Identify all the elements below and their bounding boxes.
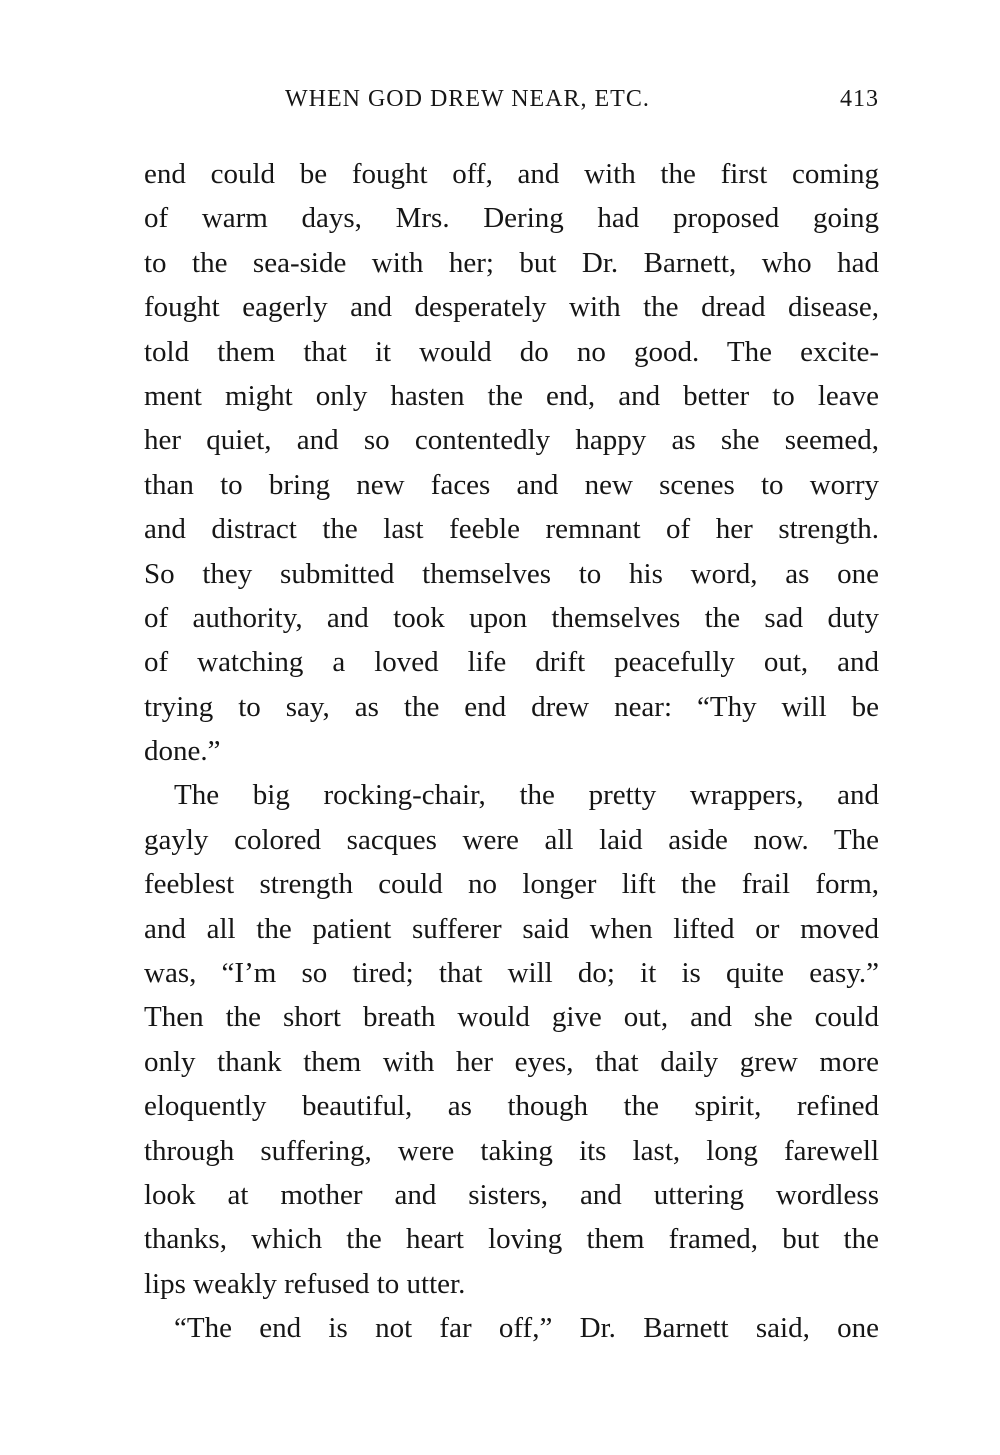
text-line: done.” [144, 735, 221, 768]
text-line: of watching a loved life drift peacefully out, and [144, 646, 879, 679]
text-line: The big rocking-chair, the pretty wrappers, and [174, 779, 879, 812]
text-line: fought eagerly and desperately with the dread disease, [144, 291, 879, 324]
page-number: 413 [840, 86, 879, 112]
text-line: and all the patient sufferer said when lifted or moved [144, 912, 879, 945]
text-line: trying to say, as the end drew near: “Thy will be [144, 690, 879, 723]
running-title: WHEN GOD DREW NEAR, ETC. [285, 86, 650, 112]
text-line: of warm days, Mrs. Dering had proposed going [144, 202, 879, 235]
text-line: thanks, which the heart loving them framed, but the [144, 1223, 879, 1256]
text-line: to the sea-side with her; but Dr. Barnett, who had [144, 246, 879, 279]
text-line: Then the short breath would give out, and she could [144, 1001, 879, 1034]
text-line: only thank them with her eyes, that daily grew more [144, 1045, 879, 1078]
text-line: look at mother and sisters, and uttering wordless [144, 1178, 879, 1211]
text-line: end could be fought off, and with the first coming [144, 158, 879, 190]
text-line: told them that it would do no good. The excite- [144, 335, 879, 368]
text-line: ment might only hasten the end, and better to leave [144, 379, 879, 412]
text-line: her quiet, and so contentedly happy as she seemed, [144, 424, 879, 457]
text-line: gayly colored sacques were all laid aside now. The [144, 823, 879, 856]
text-line: “The end is not far off,” Dr. Barnett said, one [174, 1312, 879, 1345]
text-line: of authority, and took upon themselves the sad duty [144, 601, 879, 634]
text-line: lips weakly refused to utter. [144, 1267, 466, 1300]
running-header [144, 86, 879, 120]
text-line: through suffering, were taking its last, long farewell [144, 1134, 879, 1167]
text-line: and distract the last feeble remnant of her strength. [144, 513, 879, 546]
text-line: eloquently beautiful, as though the spirit, refined [144, 1090, 879, 1123]
text-line: than to bring new faces and new scenes to worry [144, 468, 879, 501]
body-text [144, 152, 879, 1351]
text-line: feeblest strength could no longer lift the frail form, [144, 868, 879, 901]
text-line: was, “I’m so tired; that will do; it is quite easy.” [144, 957, 879, 990]
text-line: So they submitted themselves to his word, as one [144, 557, 879, 590]
